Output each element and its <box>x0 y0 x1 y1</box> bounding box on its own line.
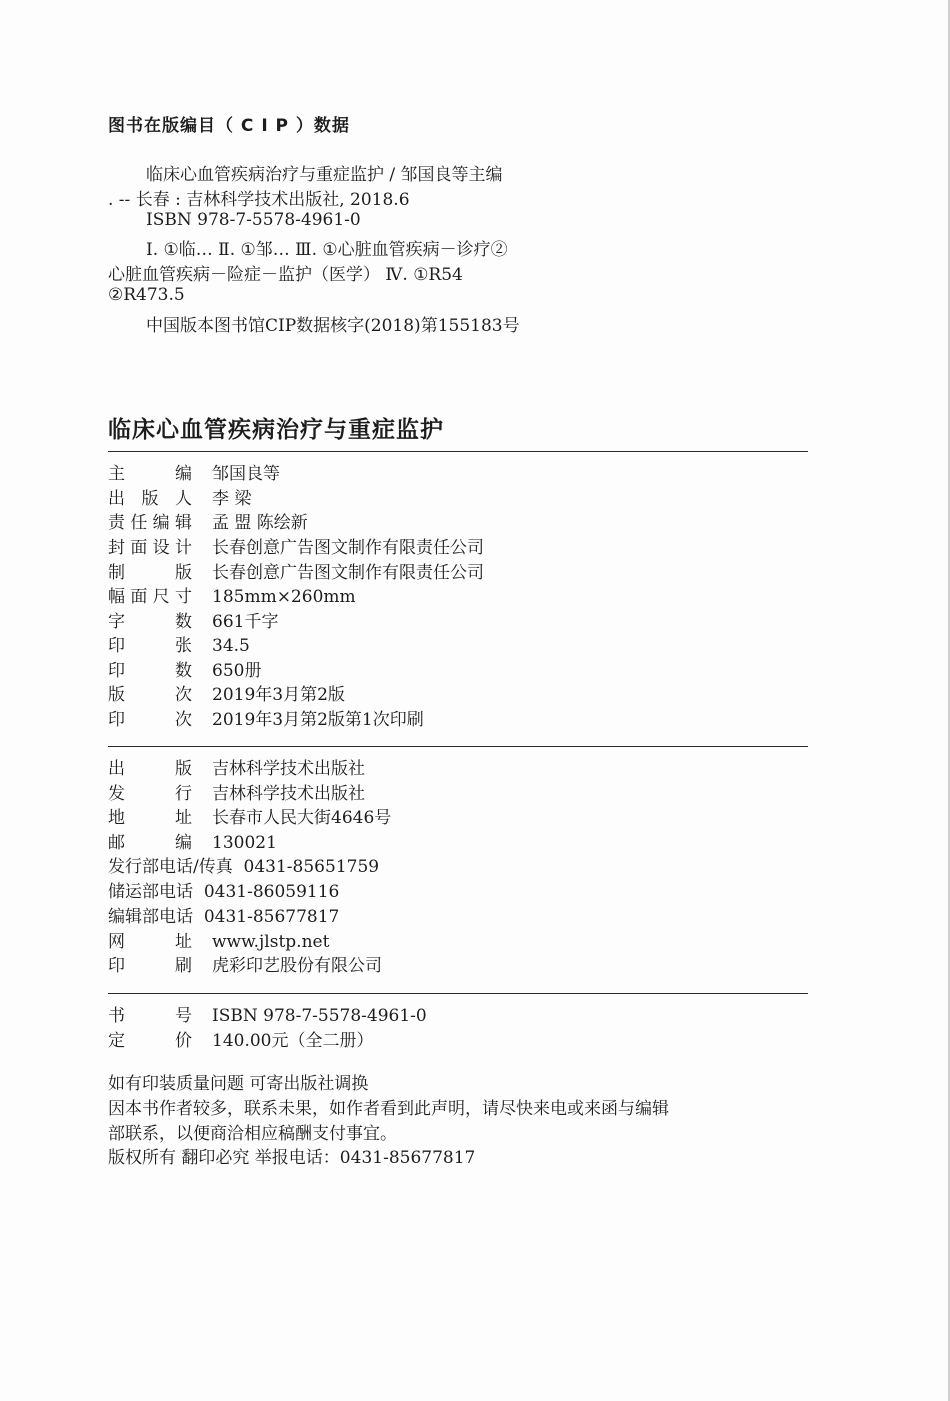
pricing-label: 书号 <box>108 1006 192 1026</box>
publisher-row-logistics-phone <box>108 880 339 904</box>
publisher-label: 储运部电话 <box>108 882 193 902</box>
credit-row-editor <box>108 462 280 486</box>
credit-label: 出版人 <box>108 489 192 509</box>
cip-line-record-number: 中国版本图书馆CIP数据核字(2018)第155183号 <box>146 316 520 336</box>
publisher-label: 地址 <box>108 808 192 828</box>
credit-label: 印数 <box>108 661 192 681</box>
credit-value: 661千字 <box>212 612 279 632</box>
credit-label: 封面设计 <box>108 538 192 558</box>
publisher-row-website <box>108 930 330 954</box>
publisher-label: 邮编 <box>108 833 192 853</box>
credit-value: 孟 盟 陈绘新 <box>212 513 308 533</box>
pricing-row-isbn <box>108 1004 427 1028</box>
notice-authors-2: 部联系，以便商洽相应稿酬支付事宜。 <box>108 1124 397 1144</box>
publisher-label: 编辑部电话 <box>108 907 193 927</box>
credit-label: 印次 <box>108 710 192 730</box>
publisher-row-sales-phone <box>108 855 379 879</box>
publisher-row-publisher <box>108 757 365 781</box>
pricing-value: 140.00元（全二册） <box>212 1031 374 1051</box>
pricing-row-price <box>108 1029 374 1053</box>
pricing-label: 定价 <box>108 1031 192 1051</box>
publisher-value: 吉林科学技术出版社 <box>212 759 365 779</box>
credit-row-impression <box>108 708 424 732</box>
publisher-label: 网址 <box>108 932 192 952</box>
credit-row-plate-making <box>108 561 484 585</box>
credit-value: 34.5 <box>212 636 250 656</box>
credit-label: 主编 <box>108 464 192 484</box>
divider-credits <box>108 746 808 747</box>
credit-row-format-size <box>108 585 356 609</box>
divider-publisher <box>108 993 808 994</box>
publisher-value: 0431-85677817 <box>203 907 340 927</box>
credit-value: 2019年3月第2版第1次印刷 <box>212 710 424 730</box>
credit-value: 李 梁 <box>212 489 252 509</box>
publisher-row-postcode <box>108 831 277 855</box>
credit-row-publisher-person <box>108 487 252 511</box>
divider-title <box>108 451 808 452</box>
credit-row-edition <box>108 683 345 707</box>
credit-label: 制版 <box>108 563 192 583</box>
cip-line-classification-1: Ⅰ. ①临… Ⅱ. ①邹… Ⅲ. ①心脏血管疾病－诊疗② <box>146 240 508 260</box>
credit-value: 长春创意广告图文制作有限责任公司 <box>212 538 484 558</box>
publisher-label: 印刷 <box>108 956 192 976</box>
publisher-value: 0431-86059116 <box>203 882 340 902</box>
credit-label: 字数 <box>108 612 192 632</box>
credit-value: 185mm×260mm <box>212 587 356 607</box>
cip-line-classification-2: 心脏血管疾病－险症－监护（医学） Ⅳ. ①R54 <box>108 265 463 285</box>
cip-line-classification-3: ②R473.5 <box>108 285 185 305</box>
publisher-label: 出版 <box>108 759 192 779</box>
credit-label: 印张 <box>108 636 192 656</box>
credit-label: 版次 <box>108 685 192 705</box>
credit-row-word-count <box>108 610 279 634</box>
pricing-value: ISBN 978-7-5578-4961-0 <box>212 1006 427 1026</box>
credit-row-cover-design <box>108 536 484 560</box>
publisher-value: 吉林科学技术出版社 <box>212 784 365 804</box>
credit-row-print-run <box>108 659 262 683</box>
notice-authors-1: 因本书作者较多，联系未果，如作者看到此声明，请尽快来电或来函与编辑 <box>108 1099 669 1119</box>
credit-label: 幅面尺寸 <box>108 587 192 607</box>
credit-row-printed-sheets <box>108 634 250 658</box>
notice-quality: 如有印装质量问题 可寄出版社调换 <box>108 1074 369 1094</box>
cip-line-title: 临床心血管疾病治疗与重症监护 / 邹国良等主编 <box>146 165 503 185</box>
publisher-value: www.jlstp.net <box>212 932 330 952</box>
publisher-label: 发行部电话/传真 <box>108 857 233 877</box>
cip-line-publication: . -- 长春 : 吉林科学技术出版社, 2018.6 <box>108 190 410 210</box>
credit-value: 2019年3月第2版 <box>212 685 345 705</box>
cip-heading: 图书在版编目（ C I P ）数据 <box>108 116 350 136</box>
notice-copyright: 版权所有 翻印必究 举报电话：0431-85677817 <box>108 1148 476 1168</box>
credit-label: 责任编辑 <box>108 513 192 533</box>
publisher-label: 发行 <box>108 784 192 804</box>
cip-line-isbn: ISBN 978-7-5578-4961-0 <box>146 210 361 230</box>
book-title: 临床心血管疾病治疗与重症监护 <box>108 417 444 443</box>
publisher-row-editorial-phone <box>108 905 339 929</box>
publisher-row-address <box>108 806 392 830</box>
publisher-row-distributor <box>108 782 365 806</box>
credit-value: 长春创意广告图文制作有限责任公司 <box>212 563 484 583</box>
publisher-value: 0431-85651759 <box>243 857 380 877</box>
credit-value: 650册 <box>212 661 262 681</box>
publisher-value: 130021 <box>212 833 277 853</box>
publisher-value: 虎彩印艺股份有限公司 <box>212 956 382 976</box>
credit-row-responsible-editor <box>108 511 308 535</box>
credit-value: 邹国良等 <box>212 464 280 484</box>
publisher-value: 长春市人民大街4646号 <box>212 808 392 828</box>
publisher-row-printer <box>108 954 382 978</box>
